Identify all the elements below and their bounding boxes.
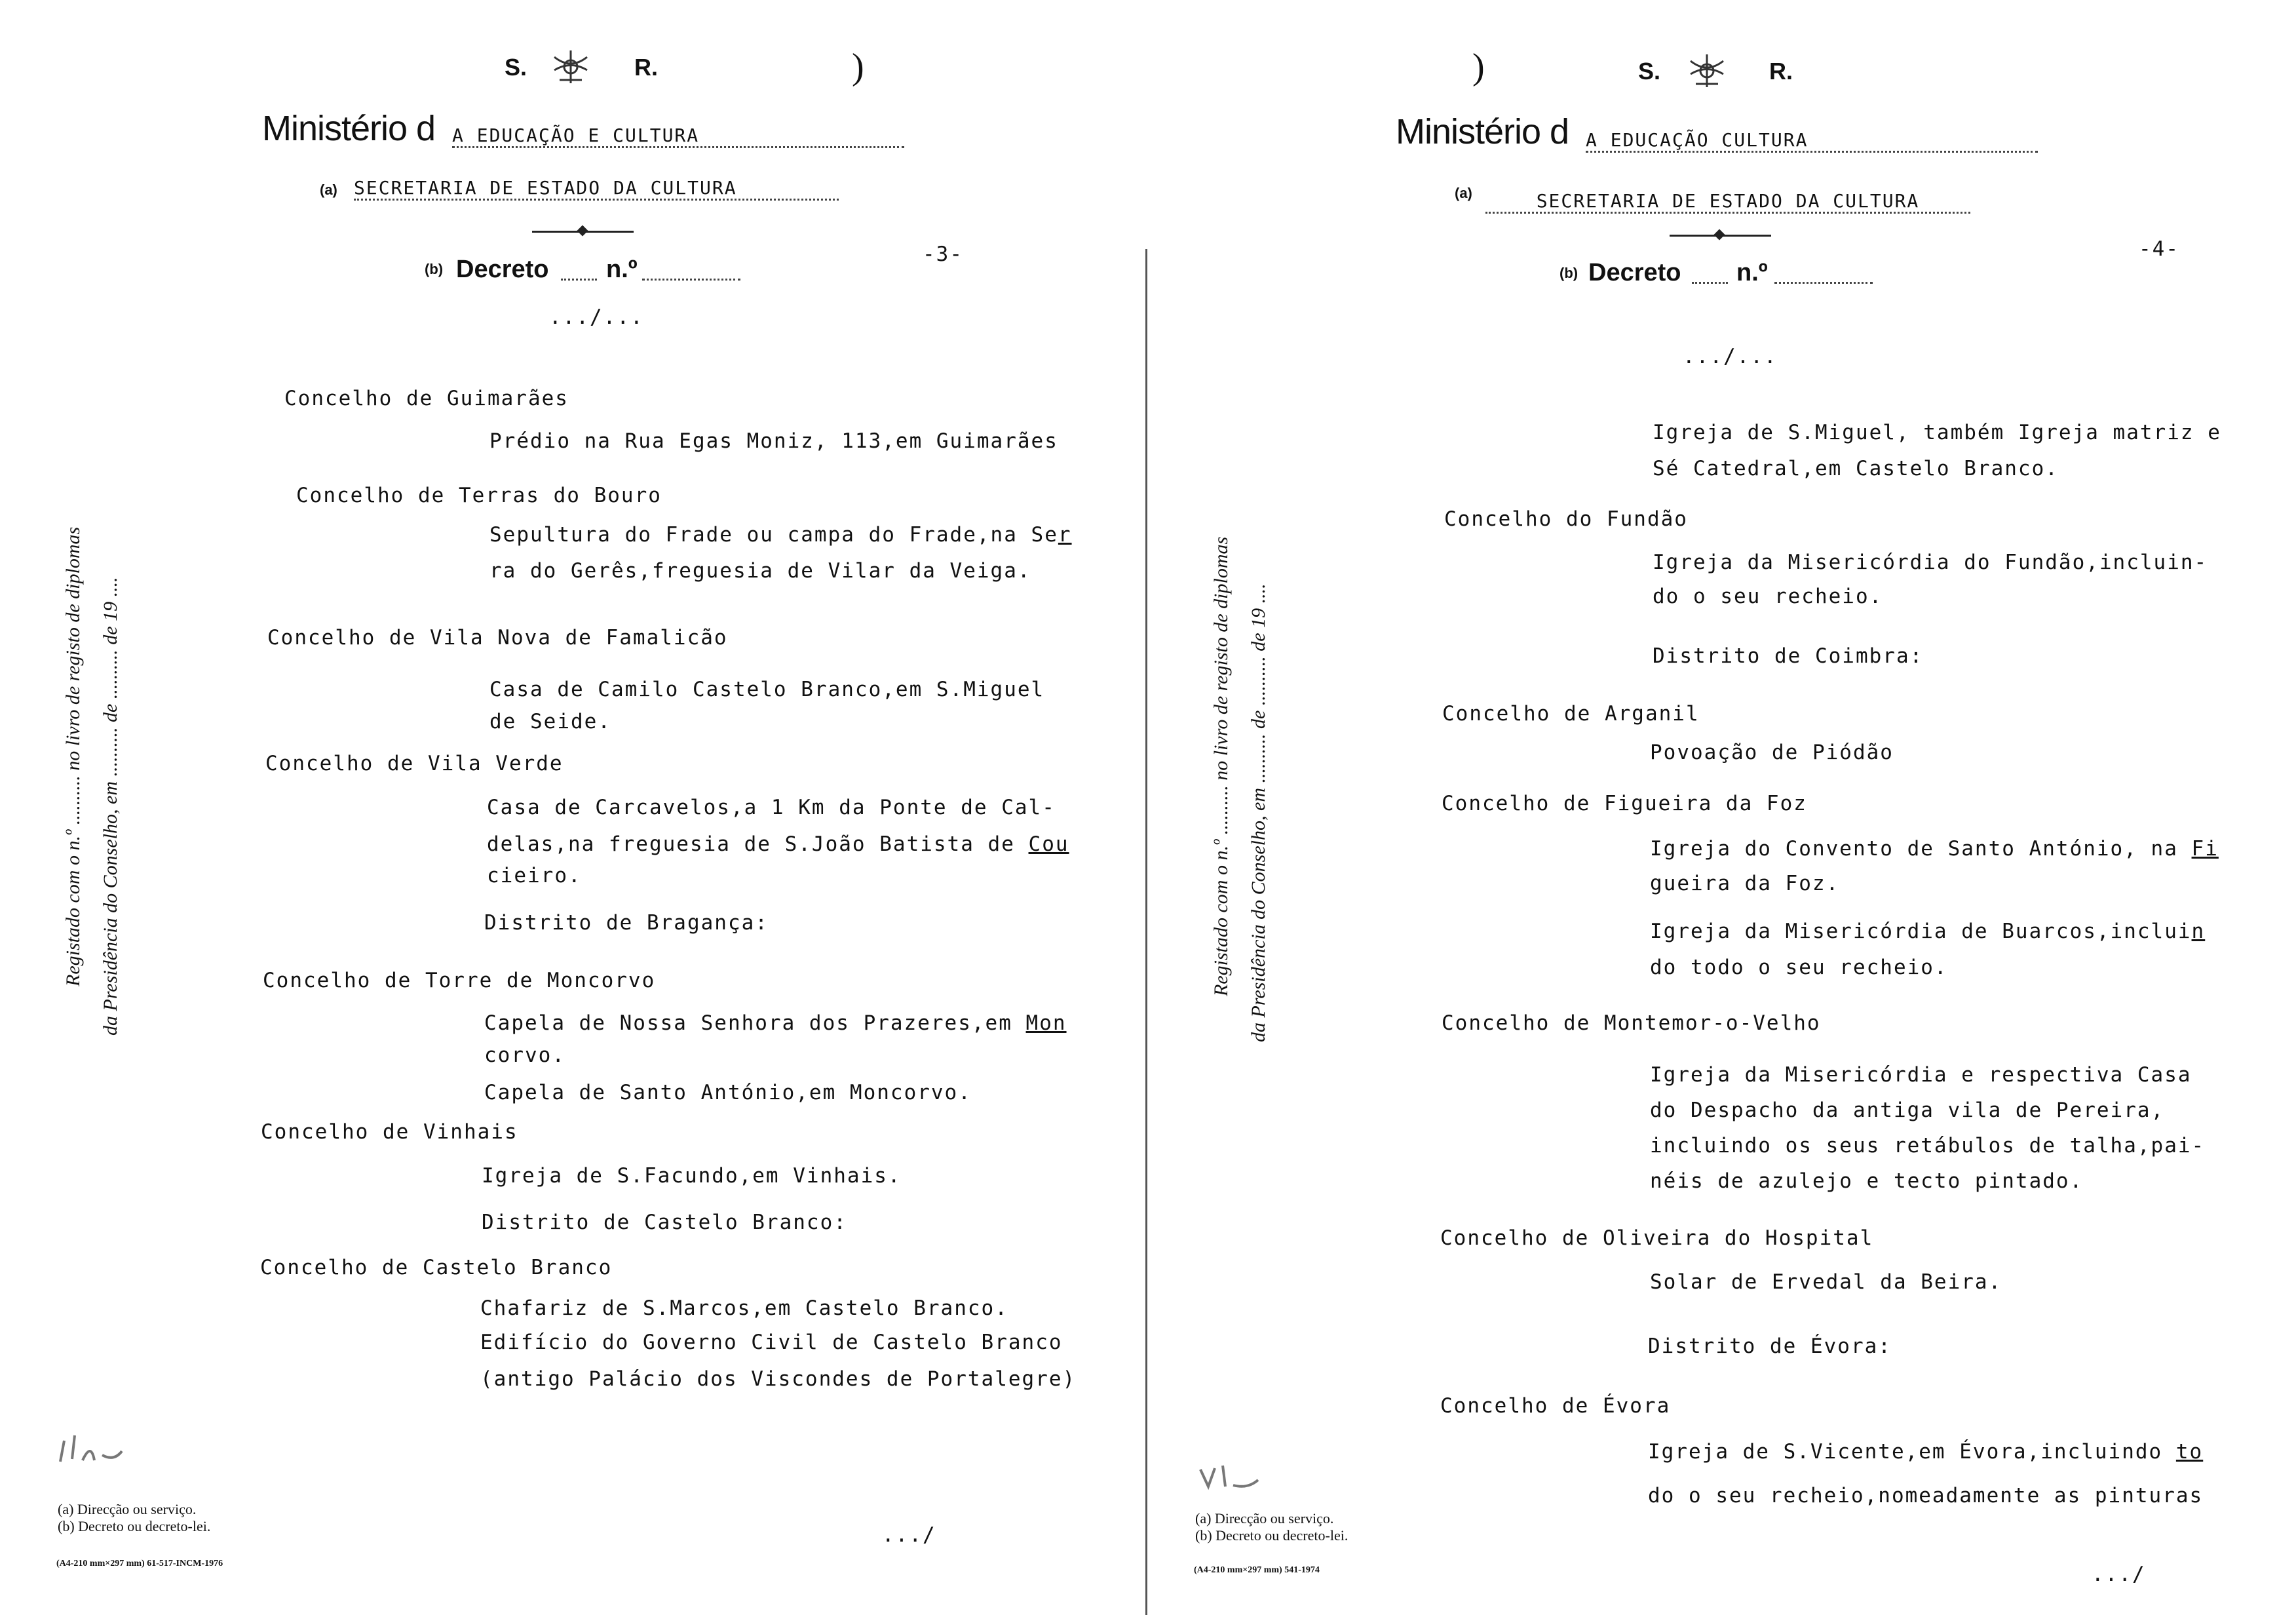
line-4: Igreja da Misericórdia do Fundão,incluin- [1653,551,2208,574]
line-3: Concelho do Fundão [1444,507,1688,531]
footnote-a: (a) Direcção ou serviço. [1195,1510,1334,1527]
margin-registration-line2: da Presidência do Conselho, em .......... de .......... de 19 .... [1248,583,1269,1042]
form-code: (A4-210 mm×297 mm) 541-1974 [1194,1565,1320,1575]
line-7: Casa de Camilo Castelo Branco,em S.Miguel [489,678,1045,701]
note-a-marker: (a) [320,182,337,198]
footnote-a: (a) Direcção ou serviço. [58,1501,197,1517]
line-21: Concelho de Castelo Branco [260,1256,613,1279]
right-page [1148,0,2296,1615]
ministerio-prefix: Ministério d [262,109,436,148]
decreto-n-label: n.º [1736,259,1768,286]
note-b-marker: (b) [425,261,444,277]
line-21: Distrito de Évora: [1648,1334,1892,1358]
line-13: Distrito de Bragança: [484,911,769,935]
continuation-bottom: .../ [2092,1563,2146,1586]
line-5: ra do Gerês,freguesia de Vilar da Veiga. [489,559,1031,583]
paren-mark: ) [852,47,864,87]
line-20: Distrito de Castelo Branco: [482,1211,847,1234]
line-2: Sé Catedral,em Castelo Branco. [1653,457,2059,480]
page-number: -3- [923,243,963,266]
line-24: (antigo Palácio dos Viscondes de Portalegre) [480,1367,1077,1391]
crest-icon [1684,51,1730,98]
line-14: Concelho de Montemor-o-Velho [1442,1011,1821,1035]
continuation-bottom: .../ [882,1523,936,1547]
decreto-label: Decreto [456,256,549,283]
decreto-label: Decreto [1588,259,1681,286]
decreto-type-field [561,279,597,281]
line-11: delas,na freguesia de S.João Batista de Cou [487,832,1069,856]
ornament-diamond [577,225,588,237]
crest-icon [548,47,594,94]
line-1: Igreja de S.Miguel, também Igreja matriz e [1653,421,2221,444]
line-23: Igreja de S.Vicente,em Évora,incluindo to [1648,1440,2204,1464]
line-18: Concelho de Vinhais [261,1120,518,1144]
line-19: Concelho de Oliveira do Hospital [1440,1226,1874,1250]
decreto-number-field [1774,282,1873,284]
sr-r: R. [1769,58,1793,85]
line-20: Solar de Ervedal da Beira. [1650,1270,2002,1294]
note-b-marker: (b) [1559,265,1578,281]
sr-s: S. [505,54,527,81]
line-22: Concelho de Évora [1440,1394,1671,1418]
line-2: Prédio na Rua Egas Moniz, 113,em Guimarães [489,429,1058,453]
ministerio-field: A EDUCAÇÃO E CULTURA [452,125,904,148]
ministerio-field: A EDUCAÇÃO CULTURA [1586,129,2038,153]
sr-r: R. [634,54,658,81]
line-8: Povoação de Piódão [1650,741,1894,764]
handwritten-initials [55,1429,127,1476]
line-11: gueira da Foz. [1650,872,1840,895]
line-1: Concelho de Guimarães [284,387,569,410]
margin-registration-line2: da Presidência do Conselho, em .......... de .......... de 19 .... [100,577,121,1036]
line-13: do todo o seu recheio. [1650,956,1948,979]
sr-s: S. [1638,58,1661,85]
page-divider [1145,249,1147,1615]
line-12: Igreja da Misericórdia de Buarcos,incluin [1650,920,2206,943]
line-8: de Seide. [489,710,611,733]
line-16: corvo. [484,1043,565,1067]
line-7: Concelho de Arganil [1442,702,1700,726]
line-10: Casa de Carcavelos,a 1 Km da Ponte de Cal- [487,796,1056,819]
margin-registration-line1: Registado com o n.º .......... no livro de registo de diplomas [62,526,84,986]
line-19: Igreja de S.Facundo,em Vinhais. [482,1164,902,1188]
line-17: incluindo os seus retábulos de talha,pai- [1650,1134,2206,1158]
line-6: Concelho de Vila Nova de Famalicão [267,626,728,650]
line-22: Chafariz de S.Marcos,em Castelo Branco. [480,1296,1008,1320]
line-3: Concelho de Terras do Bouro [296,484,662,507]
decreto-number-field [642,279,740,281]
line-12: cieiro. [487,864,582,887]
footnote-b: (b) Decreto ou decreto-lei. [58,1518,211,1534]
ministerio-prefix: Ministério d [1396,112,1569,151]
footnote-b: (b) Decreto ou decreto-lei. [1195,1527,1349,1544]
line-18: néis de azulejo e tecto pintado. [1650,1169,2084,1193]
line-4: Sepultura do Frade ou campa do Frade,na Ser [489,523,1072,547]
decreto-type-field [1692,282,1728,284]
line-17: Capela de Santo António,em Moncorvo. [484,1081,972,1104]
continuation-top: .../... [1683,345,1778,368]
margin-registration-line1: Registado com o n.º .......... no livro de registo de diplomas [1210,536,1232,996]
form-code: (A4-210 mm×297 mm) 61-517-INCM-1976 [56,1559,223,1568]
secretaria-field: SECRETARIA DE ESTADO DA CULTURA [1485,190,1970,214]
continuation-top: .../... [549,305,644,329]
line-15: Capela de Nossa Senhora dos Prazeres,em Mon [484,1011,1067,1035]
handwritten-initials [1195,1456,1267,1504]
ornament-diamond [1714,229,1725,241]
secretaria-field: SECRETARIA DE ESTADO DA CULTURA [354,177,839,201]
page-number: -4- [2139,237,2179,261]
line-24: do o seu recheio,nomeadamente as pinturas [1648,1484,2204,1508]
paren-mark: ) [1472,47,1485,87]
line-14: Concelho de Torre de Moncorvo [263,969,656,992]
line-15: Igreja da Misericórdia e respectiva Casa [1650,1063,2192,1087]
line-9: Concelho de Figueira da Foz [1442,792,1807,815]
line-6: Distrito de Coimbra: [1653,644,1924,668]
line-9: Concelho de Vila Verde [265,752,564,775]
line-10: Igreja do Convento de Santo António, na Fi [1650,837,2219,861]
note-a-marker: (a) [1455,185,1472,201]
line-16: do Despacho da antiga vila de Pereira, [1650,1099,2165,1122]
line-23: Edifício do Governo Civil de Castelo Branco [480,1331,1063,1354]
line-5: do o seu recheio. [1653,585,1883,608]
decreto-n-label: n.º [606,256,638,283]
